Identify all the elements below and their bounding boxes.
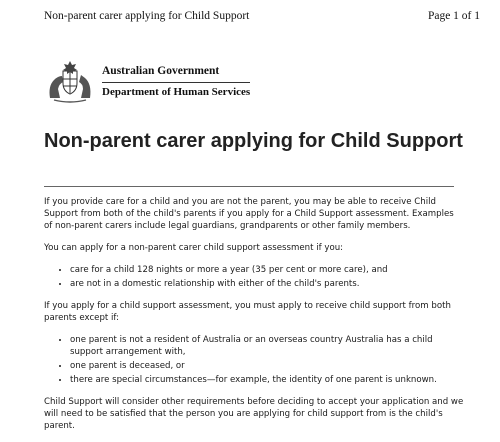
- coat-of-arms-icon: [46, 58, 94, 104]
- requirements-paragraph: Child Support will consider other requirements before deciding to accept your application and we will need to be satisfied that the person you are applying for child support from is the child's parent.: [44, 397, 464, 431]
- exceptions-list: [44, 334, 464, 386]
- running-header-title: Non-parent carer applying for Child Support: [44, 10, 250, 22]
- list-item: • care for a child 128 nights or more a year (35 per cent or more care), and: [70, 264, 464, 276]
- eligibility-paragraph: You can apply for a non-parent carer child support assessment if you:: [44, 243, 344, 253]
- page-number: Page 1 of 1: [427, 10, 480, 22]
- running-header: [0, 0, 500, 26]
- intro-paragraph: If you provide care for a child and you are not the parent, you may be able to receive Child Support from both of the child's parents if you apply for a Child Support assessment. Examples of non-parent carers include legal guardians, grandparents or other family members.: [44, 197, 454, 231]
- list-item: • there are special circumstances—for example, the identity of one parent is unknown.: [70, 374, 464, 386]
- document-body: [44, 196, 464, 442]
- exceptions-paragraph: If you apply for a child support assessment, you must apply to receive child support from both parents except if:: [44, 301, 451, 323]
- eligibility-list: [44, 264, 464, 290]
- logo-divider: [102, 82, 250, 83]
- government-name: Australian Government: [102, 65, 220, 77]
- page-title: Non-parent carer applying for Child Support: [44, 130, 463, 152]
- list-item: • are not in a domestic relationship with either of the child's parents.: [70, 278, 464, 290]
- government-logo: [46, 58, 286, 104]
- list-item: • one parent is not a resident of Australia or an overseas country Australia has a child support arrangement with,: [70, 334, 464, 358]
- department-name: Department of Human Services: [102, 86, 251, 98]
- list-item: • one parent is deceased, or: [70, 360, 464, 372]
- title-divider: [44, 186, 454, 187]
